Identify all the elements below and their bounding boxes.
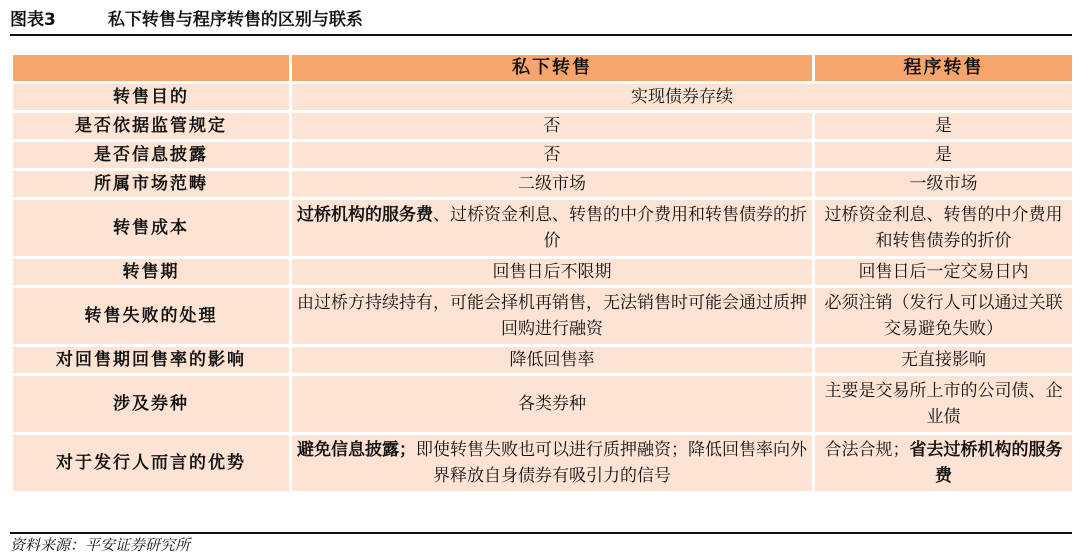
table-row <box>13 142 1072 168</box>
normal-text: 即使转售失败也可以进行质押融资；降低回售率向外界释放自身债券有吸引力的信号 <box>416 440 807 486</box>
program-cell: 主要是交易所上市的公司债、企业债 <box>815 376 1072 432</box>
program-cell: 是 <box>815 142 1072 168</box>
private-cell: 否 <box>292 113 812 139</box>
row-label: 是否依据监管规定 <box>13 113 289 139</box>
table-row <box>13 200 1072 256</box>
program-cell: 是 <box>815 113 1072 139</box>
figure-number: 图表3 <box>10 10 56 30</box>
row-label: 转售成本 <box>13 200 289 256</box>
row-label: 转售失败的处理 <box>13 288 289 344</box>
normal-text: 、过桥资金利息、转售的中介费用和转售债券的折价 <box>433 205 807 251</box>
private-cell: 二级市场 <box>292 171 812 197</box>
program-cell: 无直接影响 <box>815 347 1072 373</box>
program-cell: 过桥资金利息、转售的中介费用和转售债券的折价 <box>815 200 1072 256</box>
table-row <box>13 288 1072 344</box>
row-label: 对回售期回售率的影响 <box>13 347 289 373</box>
header-private-resale: 私下转售 <box>292 55 812 81</box>
row-label: 对于发行人而言的优势 <box>13 435 289 491</box>
source-note: 资料来源：平安证券研究所 <box>10 532 1072 556</box>
table-row <box>13 84 1072 110</box>
program-cell: 一级市场 <box>815 171 1072 197</box>
table-row <box>13 171 1072 197</box>
row-label: 转售期 <box>13 259 289 285</box>
private-cell: 各类券种 <box>292 376 812 432</box>
bold-text: 避免信息披露； <box>297 440 416 460</box>
comparison-table <box>10 52 1075 494</box>
private-cell: 降低回售率 <box>292 347 812 373</box>
program-cell: 必须注销（发行人可以通过关联交易避免失败） <box>815 288 1072 344</box>
program-cell <box>815 435 1072 491</box>
table-row <box>13 435 1072 491</box>
table-row <box>13 376 1072 432</box>
bold-text: 省去过桥机构的服务费 <box>909 440 1063 486</box>
program-cell: 回售日后一定交易日内 <box>815 259 1072 285</box>
row-label: 涉及券种 <box>13 376 289 432</box>
table-row <box>13 259 1072 285</box>
merged-cell: 实现债券存续 <box>292 84 1072 110</box>
table-row <box>13 347 1072 373</box>
row-label: 转售目的 <box>13 84 289 110</box>
figure-title: 私下转售与程序转售的区别与联系 <box>107 10 363 30</box>
row-label: 所属市场范畴 <box>13 171 289 197</box>
private-cell <box>292 435 812 491</box>
private-cell: 由过桥方持续持有，可能会择机再销售，无法销售时可能会通过质押回购进行融资 <box>292 288 812 344</box>
header-blank <box>13 55 289 81</box>
figure-title-bar <box>10 6 1072 36</box>
private-cell: 回售日后不限期 <box>292 259 812 285</box>
row-label: 是否信息披露 <box>13 142 289 168</box>
private-cell <box>292 200 812 256</box>
normal-text: 合法合规； <box>824 440 910 460</box>
bold-text: 过桥机构的服务费 <box>297 205 433 225</box>
table-header-row <box>13 55 1072 81</box>
table-row <box>13 113 1072 139</box>
header-program-resale: 程序转售 <box>815 55 1072 81</box>
private-cell: 否 <box>292 142 812 168</box>
